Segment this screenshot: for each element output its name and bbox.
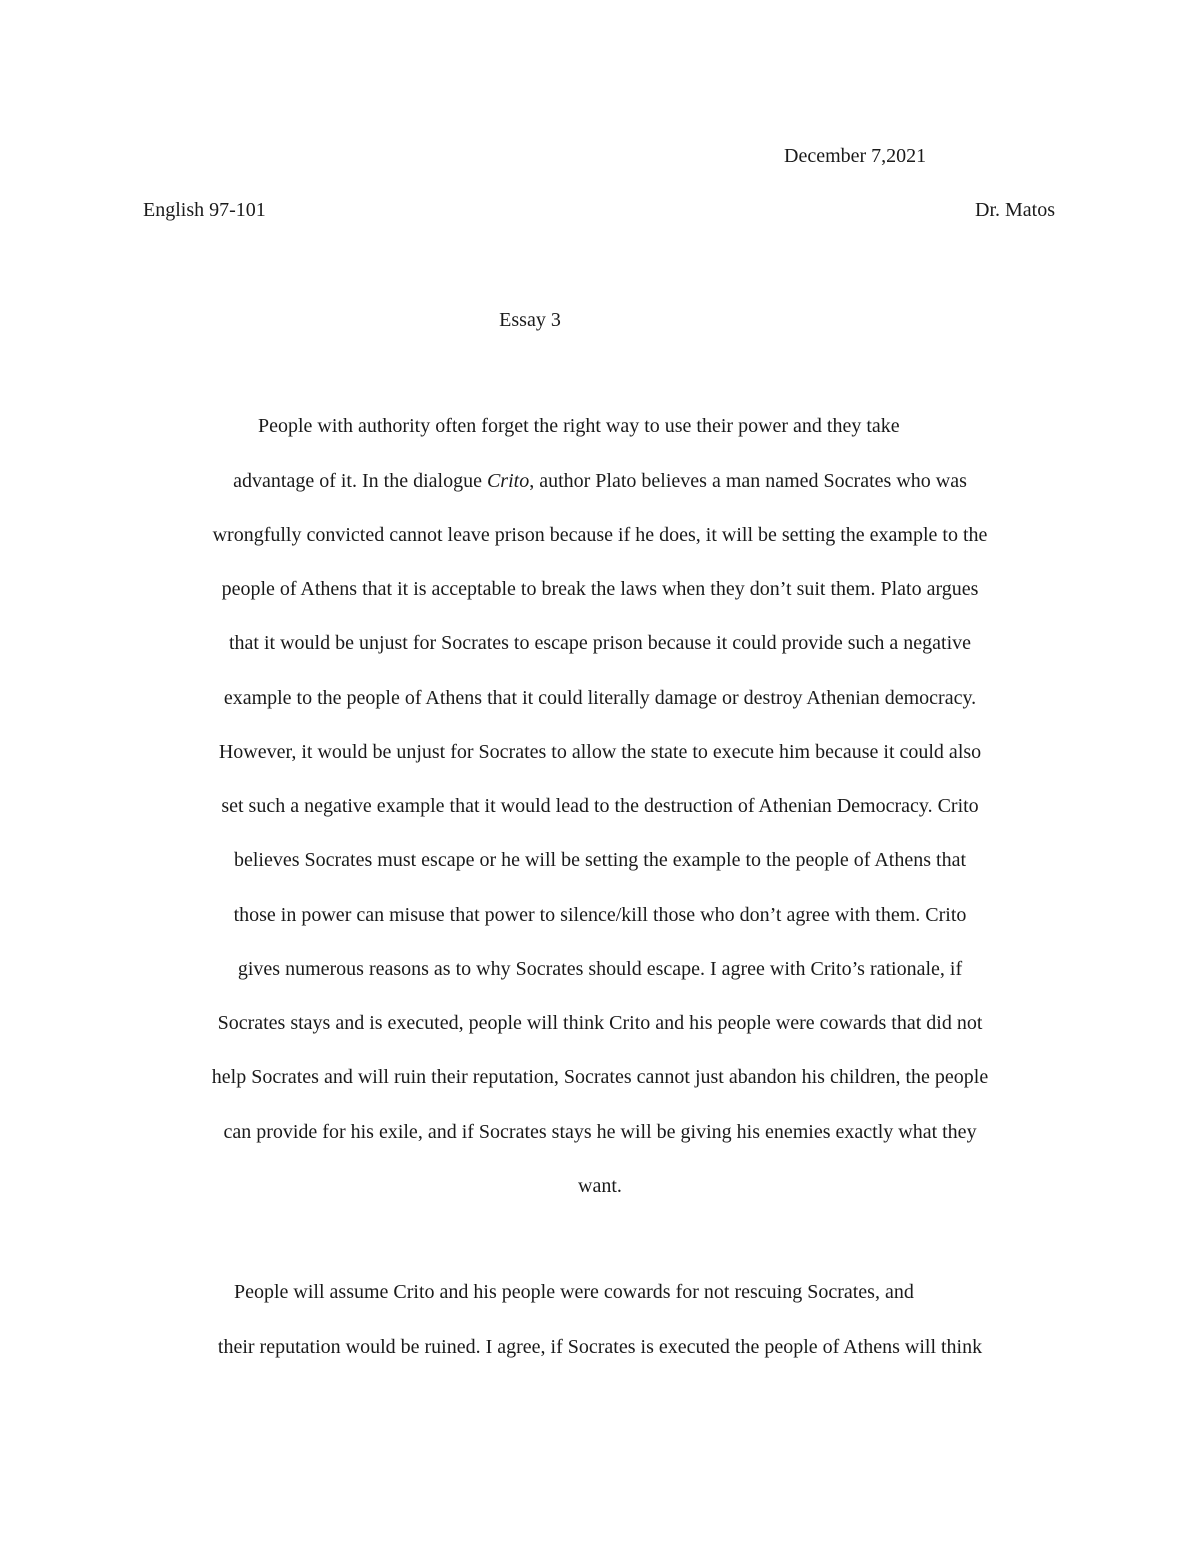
paragraph-line: Socrates stays and is executed, people will think Crito and his people were cowards that did not	[217, 1012, 983, 1034]
paragraph-line: set such a negative example that it would lead to the destruction of Athenian Democracy. Crito	[221, 795, 979, 817]
paragraph-line: example to the people of Athens that it could literally damage or destroy Athenian democracy.	[223, 687, 977, 709]
instructor-name: Dr. Matos	[975, 199, 1055, 221]
paragraph-line: People will assume Crito and his people were cowards for not rescuing Socrates, and	[234, 1281, 914, 1303]
crito-italic: Crito	[486, 470, 530, 492]
paragraph-line: those in power can misuse that power to silence/kill those who don’t agree with them. Crito	[233, 904, 967, 926]
course-name: English 97-101	[143, 199, 266, 221]
paragraph-line: gives numerous reasons as to why Socrates should escape. I agree with Crito’s rationale, if	[237, 958, 963, 980]
paragraph-line: People with authority often forget the right way to use their power and they take	[258, 415, 900, 437]
paragraph-line-text: , author Plato believes a man named Socrates who was	[529, 470, 967, 492]
paragraph-line: help Socrates and will ruin their reputation, Socrates cannot just abandon his children, the people	[211, 1066, 989, 1088]
paragraph-line: that it would be unjust for Socrates to escape prison because it could provide such a negative	[228, 632, 971, 654]
paragraph-line-text: advantage of it. In the dialogue	[233, 470, 487, 492]
essay-title: Essay 3	[499, 309, 561, 331]
paragraph-line	[140, 471, 1060, 491]
paragraph-line: However, it would be unjust for Socrates to allow the state to execute him because it could also	[218, 741, 982, 763]
paragraph-line: can provide for his exile, and if Socrates stays he will be giving his enemies exactly what they	[223, 1121, 977, 1143]
essay-date: December 7,2021	[784, 145, 927, 167]
paragraph-line: people of Athens that it is acceptable to break the laws when they don’t suit them. Plato argues	[221, 578, 979, 600]
paragraph-line: want.	[578, 1175, 622, 1197]
paragraph-line: their reputation would be ruined. I agree, if Socrates is executed the people of Athens will think	[217, 1336, 983, 1358]
paragraph-line: wrongfully convicted cannot leave prison because if he does, it will be setting the example to the	[212, 524, 988, 546]
paragraph-line: believes Socrates must escape or he will be setting the example to the people of Athens that	[233, 849, 966, 871]
